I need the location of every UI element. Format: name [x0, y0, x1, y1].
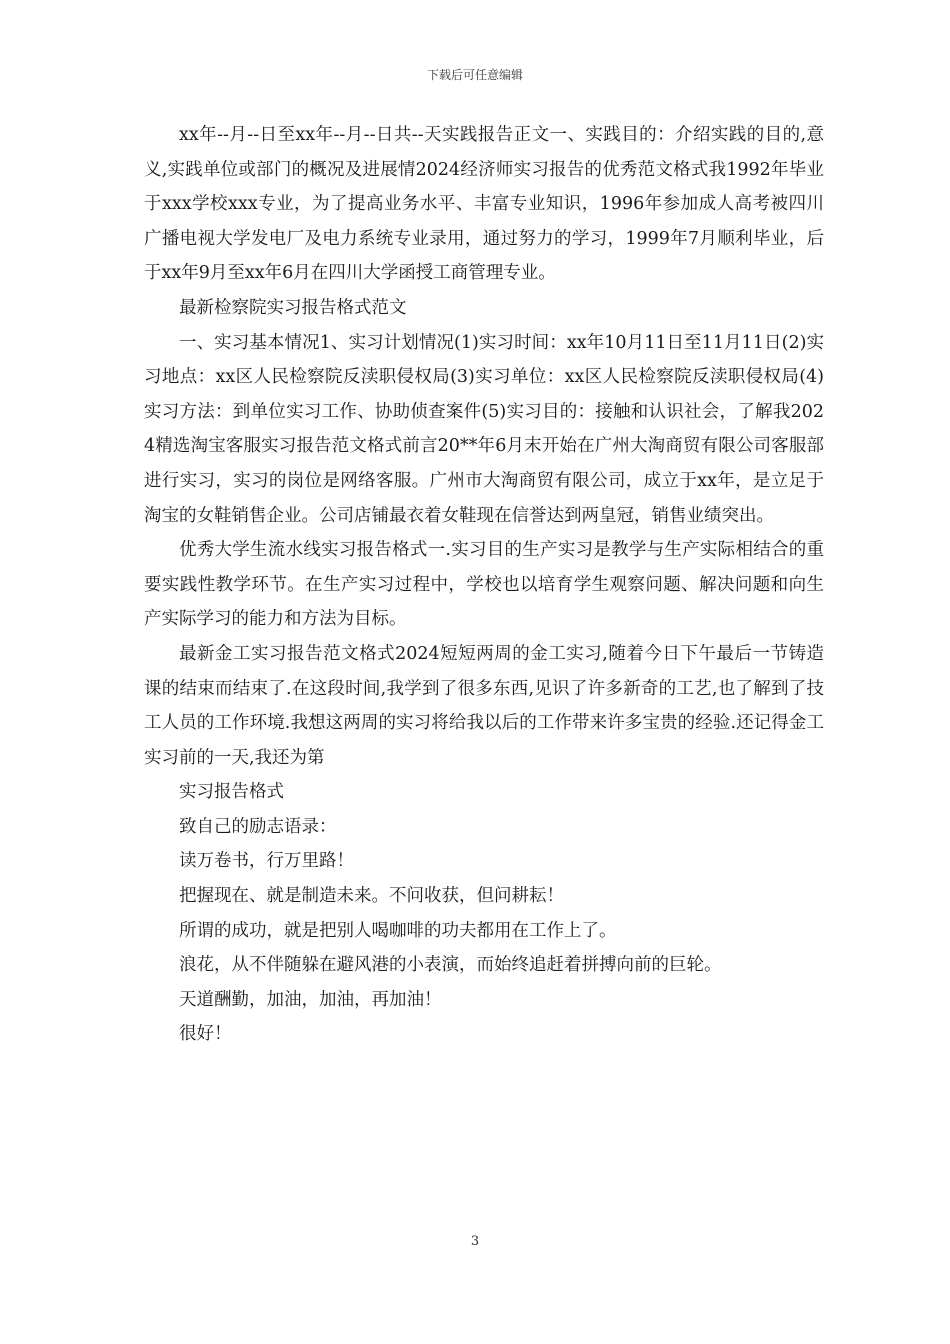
line-motto-2: 把握现在、就是制造未来。不问收获，但问耕耘！ — [179, 886, 564, 907]
paragraph-assembly-line: 优秀大学生流水线实习报告格式一.实习目的生产实习是教学与生产实际相结合的重要实践性教学环节。在生产实习过程中，学校也以培育学生观察问题、解决问题和向生产实际学习的能力和方法为目标。 — [144, 540, 824, 630]
line-motto-6: 很好！ — [179, 1024, 232, 1045]
paragraph-metalwork: 最新金工实习报告范文格式2024短短两周的金工实习,随着今日下午最后一节铸造课的结束而结束了.在这段时间,我学到了很多东西,见识了许多新奇的工艺,也了解到了技工人员的工作环境.我想这两周的实习将给我以后的工作带来许多宝贵的经验.还记得金工实习前的一天,我还为第 — [144, 643, 824, 768]
page-header: 下载后可任意编辑 — [426, 68, 523, 82]
paragraph-internship-basics: 一、实习基本情况1、实习计划情况(1)实习时间：xx年10月11日至11月11日(2)实习地点：xx区人民检察院反渎职侵权局(3)实习单位：xx区人民检察院反渎职侵权局(4)实习方法：到单位实习工作、协助侦查案件(5)实习目的：接触和认识社会，了解我2024精选淘宝客服实习报告范文格式前言20**年6月末开始在广州大淘商贸有限公司客服部进行实习，实习的岗位是网络客服。广州市大淘商贸有限公司，成立于xx年，是立足于淘宝的女鞋销售企业。公司店铺最衣着女鞋现在信誉达到两皇冠，销售业绩突出。 — [144, 332, 824, 526]
line-motto-3: 所谓的成功，就是把别人喝咖啡的功夫都用在工作上了。 — [179, 920, 617, 941]
document-body — [144, 118, 824, 1052]
line-motto-heading: 致自己的励志语录： — [179, 816, 337, 837]
line-motto-5: 天道酬勤，加油，加油，再加油！ — [179, 989, 442, 1010]
paragraph-practice-report: xx年--月--日至xx年--月--日共--天实践报告正文一、实践目的：介绍实践的目的,意义,实践单位或部门的概况及进展情2024经济师实习报告的优秀范文格式我1992年毕业于xxx学校xxx专业，为了提高业务水平、丰富专业知识，1996年参加成人高考被四川广播电视大学发电厂及电力系统专业录用，通过努力的学习，1999年7月顺利毕业，后于xx年9月至xx年6月在四川大学函授工商管理专业。 — [144, 125, 824, 284]
line-motto-4: 浪花，从不伴随躲在避风港的小表演，而始终追赶着拼搏向前的巨轮。 — [179, 955, 722, 976]
line-motto-1: 读万卷书，行万里路！ — [179, 851, 354, 872]
paragraph-procuratorate-title: 最新检察院实习报告格式范文 — [179, 297, 407, 318]
line-report-format: 实习报告格式 — [179, 782, 284, 803]
page-number: 3 — [470, 1234, 480, 1249]
